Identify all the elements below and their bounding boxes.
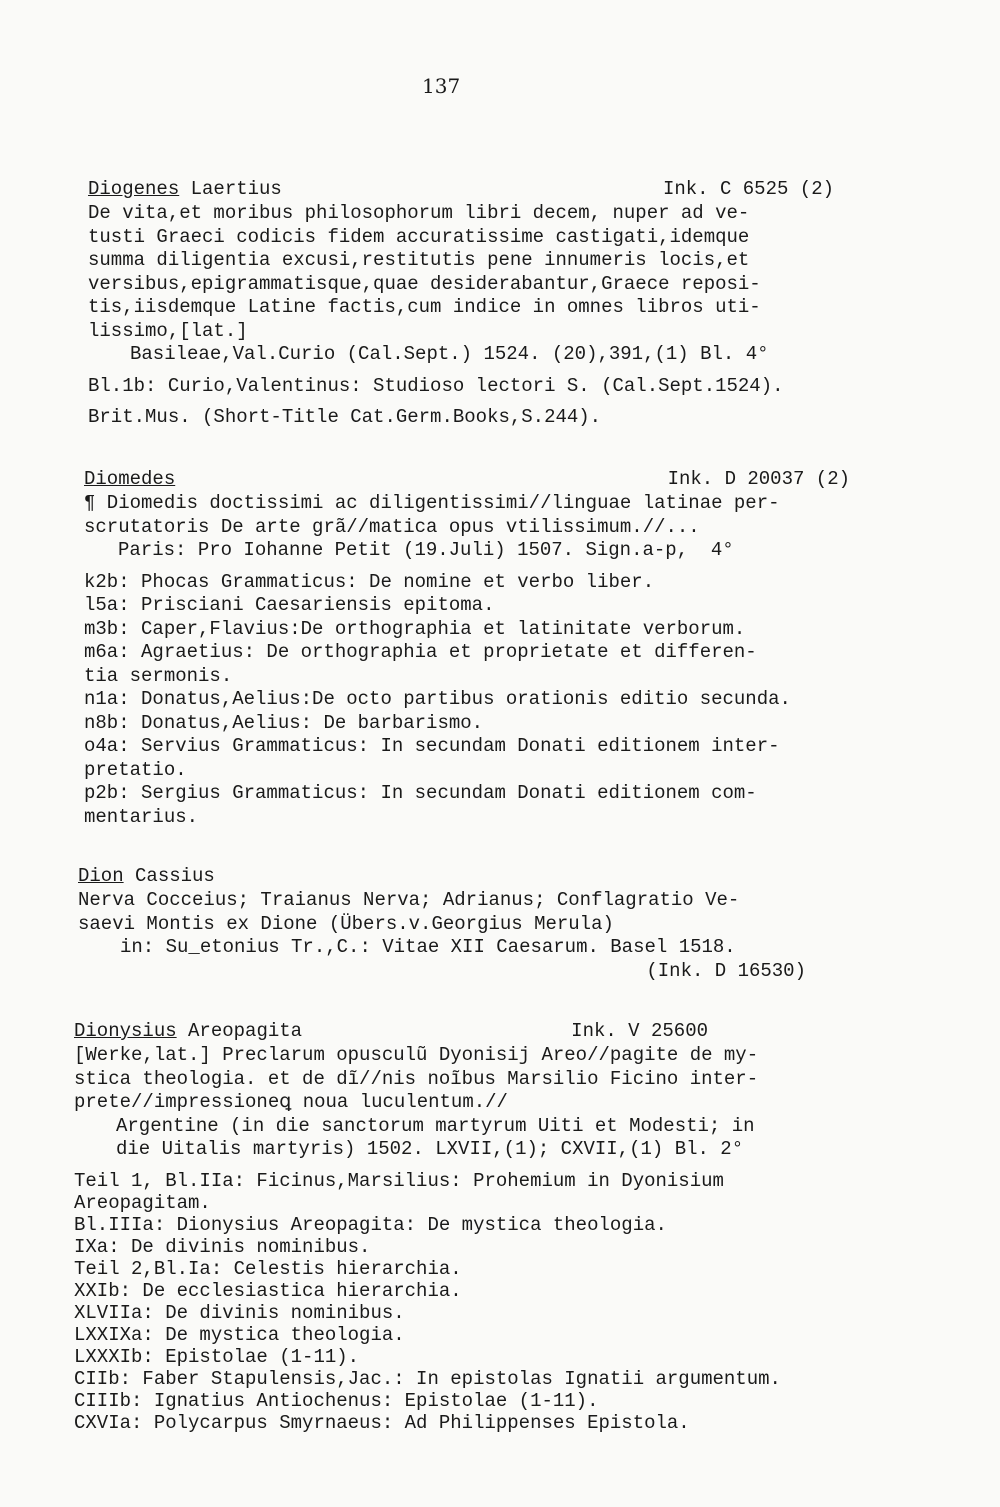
title-line: saevi Montis ex Dione (Übers.v.Georgius Merula) — [78, 912, 614, 935]
note-line: k2b: Phocas Grammaticus: De nomine et verbo liber. — [84, 570, 655, 593]
entry-dion — [78, 863, 838, 983]
note-line: LXXIXa: De mystica theologia. — [74, 1323, 405, 1346]
title-line: summa diligentia excusi,restitutis pene innumeris locis,et — [88, 249, 750, 271]
heading-rest: Cassius — [123, 865, 215, 887]
heading-rest: Laertius — [179, 178, 282, 200]
heading-name: Dion — [78, 865, 124, 887]
shelfmark: Ink. V 25600 — [571, 1020, 708, 1042]
entry-heading — [74, 1018, 834, 1044]
note-line: p2b: Sergius Grammaticus: In secundam Donati editionem com- — [84, 782, 757, 804]
shelfmark-line — [78, 960, 838, 984]
note-line: Teil 1, Bl.IIa: Ficinus,Marsilius: Prohemium in Dyonisium — [74, 1169, 724, 1192]
entry-dionysius — [74, 1018, 834, 1434]
imprint-line: Paris: Pro Iohanne Petit (19.Juli) 1507. Sign.a-p, 4° — [118, 539, 734, 561]
note-line: Bl.1b: Curio,Valentinus: Studioso lectori S. (Cal.Sept.1524). — [88, 374, 784, 397]
title-line: prete//impressioneꝗ noua luculentum.// — [74, 1091, 508, 1113]
heading-name: Diogenes — [88, 178, 180, 200]
note-line: IXa: De divinis nominibus. — [74, 1235, 371, 1258]
note-line: Teil 2,Bl.Ia: Celestis hierarchia. — [74, 1257, 462, 1280]
shelfmark: (Ink. D 16530) — [646, 959, 806, 982]
entry-diomedes — [84, 466, 850, 829]
note-line: Bl.IIIa: Dionysius Areopagita: De mystica theologia. — [74, 1213, 667, 1236]
note-line: pretatio. — [84, 758, 187, 781]
imprint-line: Argentine (in die sanctorum martyrum Uiti et Modesti; in — [116, 1114, 755, 1137]
heading-name: Dionysius — [74, 1020, 177, 1042]
heading-name: Diomedes — [84, 468, 176, 490]
note-line: m6a: Agraetius: De orthographia et proprietate et differen- — [84, 641, 757, 663]
note-line: XXIb: De ecclesiastica hierarchia. — [74, 1279, 462, 1302]
entry-heading — [78, 863, 838, 889]
title-line: tusti Graeci codicis fidem accuratissime castigati,idemque — [88, 225, 750, 248]
entry-diogenes — [88, 176, 848, 430]
title-line: De vita,et moribus philosophorum libri decem, nuper ad ve- — [88, 202, 750, 224]
note-line: LXXXIb: Epistolae (1-11). — [74, 1345, 360, 1368]
note-line: mentarius. — [84, 805, 199, 828]
title-line: scrutatoris De arte grã//matica opus vtilissimum.//... — [84, 515, 700, 538]
note-line: o4a: Servius Grammaticus: In secundam Donati editionem inter- — [84, 735, 780, 757]
title-line: [Werke,lat.] Preclarum opusculũ Dyonisij Areo//pagite de my- — [74, 1044, 759, 1066]
note-line: XLVIIa: De divinis nominibus. — [74, 1301, 405, 1324]
entry-heading — [84, 466, 850, 492]
shelfmark: Ink. D 20037 (2) — [667, 468, 850, 490]
page-number: 137 — [422, 74, 461, 98]
note-line: m3b: Caper,Flavius:De orthographia et latinitate verborum. — [84, 617, 746, 640]
heading-rest: Areopagita — [176, 1020, 303, 1042]
title-line: lissimo,[lat.] — [88, 319, 248, 342]
imprint-line: die Uitalis martyris) 1502. LXVII,(1); CXVII,(1) Bl. 2° — [116, 1138, 744, 1160]
title-line: ¶ Diomedis doctissimi ac diligentissimi//linguae latinae per- — [84, 492, 780, 514]
note-line: CIIb: Faber Stapulensis,Jac.: In epistolas Ignatii argumentum. — [74, 1367, 781, 1390]
entry-heading — [88, 176, 848, 202]
note-line: l5a: Prisciani Caesariensis epitoma. — [84, 594, 495, 616]
note-line: CIIIb: Ignatius Antiochenus: Epistolae (1-11). — [74, 1389, 599, 1412]
title-line: tis,iisdemque Latine factis,cum indice in omnes libros uti- — [88, 296, 761, 318]
note-line: CXVIa: Polycarpus Smyrnaeus: Ad Philippenses Epistola. — [74, 1411, 690, 1434]
note-line: n1a: Donatus,Aelius:De octo partibus orationis editio secunda. — [84, 688, 791, 710]
note-line: tia sermonis. — [84, 664, 233, 687]
title-line: Nerva Cocceius; Traianus Nerva; Adrianus; Conflagratio Ve- — [78, 889, 740, 911]
imprint-line: Basileae,Val.Curio (Cal.Sept.) 1524. (20),391,(1) Bl. 4° — [130, 343, 769, 365]
shelfmark: Ink. C 6525 (2) — [662, 178, 834, 200]
note-line: Brit.Mus. (Short-Title Cat.Germ.Books,S.244). — [88, 406, 602, 428]
note-line: Areopagitam. — [74, 1191, 211, 1214]
imprint-line: in: Su_etonius Tr.,C.: Vitae XII Caesarum. Basel 1518. — [120, 936, 736, 958]
title-line: stica theologia. et de dĩ//nis noĩbus Marsilio Ficino inter- — [74, 1067, 759, 1090]
note-line: n8b: Donatus,Aelius: De barbarismo. — [84, 711, 484, 734]
title-line: versibus,epigrammatisque,quae desiderabantur,Graece reposi- — [88, 272, 761, 295]
